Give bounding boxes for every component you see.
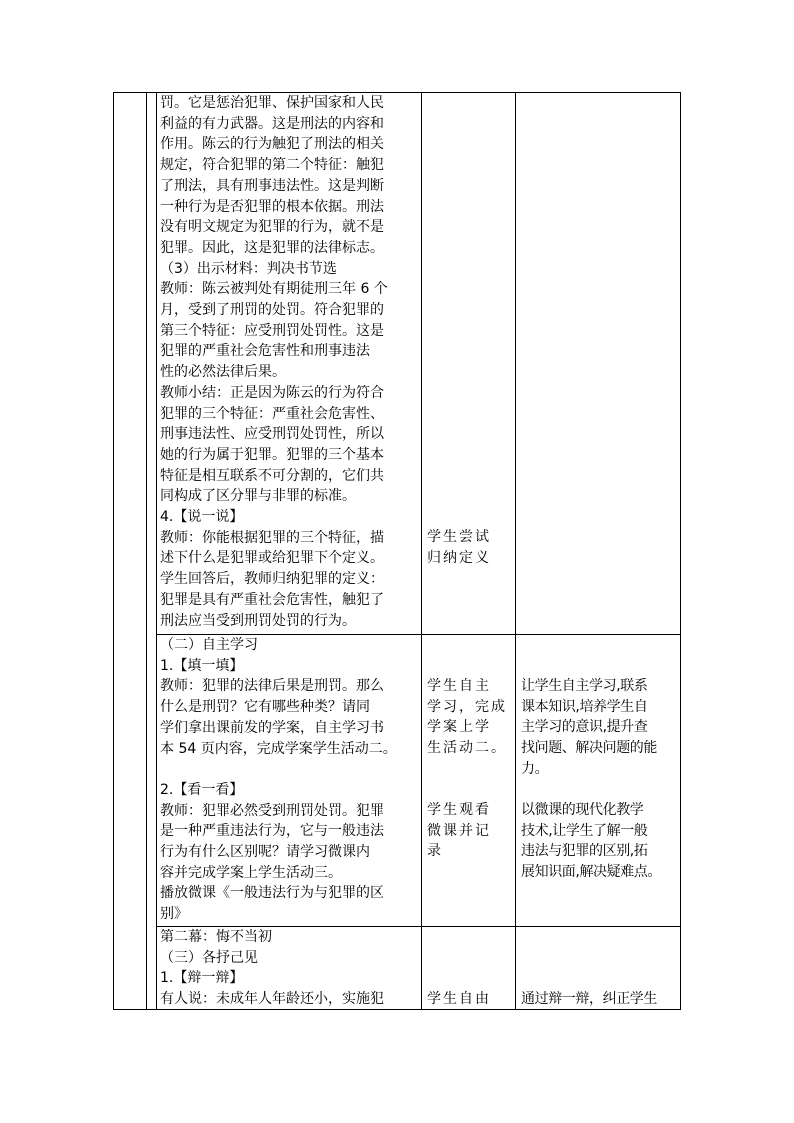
text-line: 学生尝试	[427, 529, 491, 545]
text-line: 以微课的现代化教学	[521, 802, 644, 818]
text-line: 月，受到了刑罚的处罚。符合犯罪的	[160, 302, 384, 319]
text-line: 有人说：未成年人年龄还小，实施犯	[160, 991, 384, 1008]
text-line: 主学习的意识,提升查	[521, 719, 648, 736]
text-line: 录	[427, 843, 443, 860]
student-activity-cell	[427, 989, 512, 1010]
text-line: 别》	[160, 906, 188, 923]
text-line: 她的行为属于犯罪。犯罪的三个基本	[160, 446, 384, 463]
text-line: 规定，符合犯罪的第二个特征：触犯	[160, 157, 384, 174]
text-line: 一种行为是否犯罪的根本依据。刑法	[160, 198, 384, 215]
text-line: 教师：陈云被判处有期徒刑三年 6 个	[160, 281, 388, 298]
text-line: 违法与犯罪的区别,拓	[521, 843, 648, 860]
student-activity-cell	[427, 800, 512, 862]
teaching-process-cell	[160, 635, 410, 925]
text-line: （3）出示材料：判决书节选	[160, 260, 337, 277]
text-line: 找问题、解决问题的能	[521, 740, 657, 757]
text-line: 第三个特征：应受刑罚处罚性。这是	[160, 322, 384, 339]
text-line: 生活动二。	[427, 740, 507, 757]
text-line: 作用。陈云的行为触犯了刑法的相关	[160, 136, 384, 153]
text-line: 述下什么是犯罪或给犯罪下个定义。	[160, 550, 384, 567]
text-line: 力。	[521, 760, 549, 777]
text-line: 犯罪的严重社会危害性和刑事违法	[160, 343, 370, 360]
text-line: 特征是相互联系不可分割的，它们共	[160, 467, 384, 484]
column-divider	[421, 93, 422, 1009]
text-line: 学们拿出课前发的学案，自主学习书	[160, 719, 384, 736]
text-line: 学案上学	[427, 719, 491, 736]
column-divider	[146, 93, 147, 1009]
text-line: 利益的有力武器。这是刑法的内容和	[160, 115, 384, 132]
text-line: 犯罪是具有严重社会危害性，触犯了	[160, 591, 384, 608]
text-line: 本 54 页内容，完成学案学生活动二。	[160, 740, 397, 757]
text-line: 罚。它是惩治犯罪、保护国家和人民	[160, 95, 384, 111]
student-activity-cell	[427, 676, 512, 759]
text-line: 刑法应当受到刑罚处罚的行为。	[160, 612, 356, 629]
text-line: 展知识面,解决疑难点。	[521, 864, 662, 881]
column-divider	[515, 93, 516, 1009]
text-line: 没有明文规定为犯罪的行为，就不是	[160, 219, 384, 236]
text-line: 教师：你能根据犯罪的三个特征，描	[160, 529, 384, 546]
column-divider	[156, 93, 157, 1009]
design-intent-cell	[521, 989, 681, 1010]
text-line: 学生回答后，教师归纳犯罪的定义：	[160, 571, 384, 588]
text-line: 教师：犯罪必然受到刑罚处罚。犯罪	[160, 802, 384, 819]
text-line: 4.【说一说】	[160, 509, 244, 526]
text-line: 第二幕：悔不当初	[160, 929, 272, 945]
text-line: 微课并记	[427, 822, 491, 839]
text-line: 技术,让学生了解一般	[521, 822, 648, 839]
text-line: 归纳定义	[427, 549, 491, 566]
text-line: 行为有什么区别呢？请学习微课内	[160, 844, 370, 861]
text-line: （三）各抒己见	[160, 949, 258, 966]
teaching-process-cell	[160, 927, 410, 1010]
lesson-plan-table	[113, 92, 681, 1010]
text-line: 教师：犯罪的法律后果是刑罚。那么	[160, 678, 384, 695]
text-line: 学生自由	[427, 991, 491, 1007]
student-activity-cell	[427, 527, 512, 568]
text-line: 1.【填一填】	[160, 657, 244, 674]
text-line: 是一种严重违法行为，它与一般违法	[160, 823, 384, 840]
text-line: 让学生自主学习,联系	[521, 678, 648, 694]
text-line: 性的必然法律后果。	[160, 364, 286, 381]
text-line: 犯罪的三个特征：严重社会危害性、	[160, 405, 384, 422]
text-line: 犯罪。因此，这是犯罪的法律标志。	[160, 239, 384, 256]
text-line: 刑事违法性、应受刑罚处罚性，所以	[160, 426, 384, 443]
text-line: 学生自主	[427, 678, 491, 694]
text-line: 教师小结：正是因为陈云的行为符合	[160, 384, 384, 401]
text-line: 课本知识,培养学生自	[521, 698, 648, 715]
teaching-process-cell	[160, 93, 410, 631]
design-intent-cell	[521, 676, 681, 780]
design-intent-cell	[521, 800, 681, 883]
text-line: 了刑法，具有刑事违法性。这是判断	[160, 177, 384, 194]
text-line: 1.【辩一辩】	[160, 970, 244, 987]
text-line: 通过辩一辩，纠正学生	[521, 991, 657, 1007]
text-line: 学生观看	[427, 802, 491, 818]
text-line: 同构成了区分罪与非罪的标准。	[160, 488, 356, 505]
text-line: 什么是刑罚？它有哪些种类？请同	[160, 699, 370, 716]
text-line: 2.【看一看】	[160, 781, 244, 798]
text-line: 学习，完成	[427, 698, 507, 715]
blank-line	[160, 759, 410, 780]
text-line: 容并完成学案上学生活动三。	[160, 864, 342, 881]
text-line: （二）自主学习	[160, 637, 258, 653]
text-line: 播放微课《一般违法行为与犯罪的区	[160, 885, 384, 902]
